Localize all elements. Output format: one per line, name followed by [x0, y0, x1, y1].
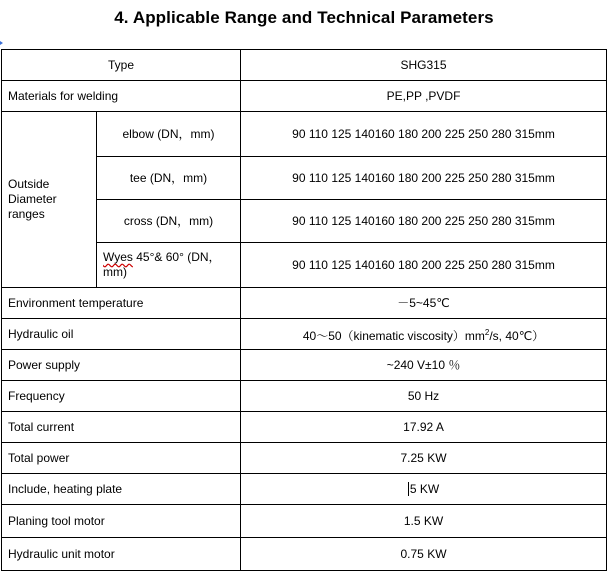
margin-marker-icon: [0, 39, 3, 47]
table-row-heating-plate: [2, 474, 607, 505]
power-supply-value: ~240 V±10 ％: [241, 350, 607, 381]
planing-tool-motor-value: 1.5 KW: [241, 505, 607, 538]
heating-plate-value[interactable]: [241, 474, 607, 505]
type-label: Type: [2, 50, 241, 81]
tee-value: 90 110 125 140160 180 200 225 250 280 315mm: [241, 157, 607, 200]
cross-label: cross (DN，mm): [97, 200, 241, 243]
hydraulic-oil-value-main: 40～50（kinematic viscosity）mm: [302, 328, 485, 343]
wyes-value: 90 110 125 140160 180 200 225 250 280 315mm: [241, 243, 607, 288]
text-cursor: [408, 482, 409, 496]
power-supply-label: Power supply: [2, 350, 241, 381]
environment-temperature-label: Environment temperature: [2, 288, 241, 319]
elbow-value: 90 110 125 140160 180 200 225 250 280 315mm: [241, 112, 607, 157]
hydraulic-unit-motor-label: Hydraulic unit motor: [2, 538, 241, 571]
type-value: SHG315: [241, 50, 607, 81]
total-power-label: Total power: [2, 443, 241, 474]
total-current-label: Total current: [2, 412, 241, 443]
table-row-total-current: [2, 412, 607, 443]
table-row-type: [2, 50, 607, 81]
table-row-total-power: [2, 443, 607, 474]
table-row-planing-tool-motor: [2, 505, 607, 538]
elbow-label: elbow (DN，mm): [97, 112, 241, 157]
heating-plate-value-text: 5 KW: [409, 481, 440, 496]
wyes-label-word: Wyes: [103, 250, 133, 264]
wyes-label-rest: 45°& 60° (DN，: [132, 250, 221, 264]
outside-diameter-label: [2, 112, 97, 288]
table-row-materials: [2, 81, 607, 112]
planing-tool-motor-label: Planing tool motor: [2, 505, 241, 538]
outside-diameter-line1: Outside: [8, 177, 50, 191]
parameters-table: [1, 49, 607, 571]
tee-label: tee (DN，mm): [97, 157, 241, 200]
materials-label: Materials for welding: [2, 81, 241, 112]
table-row-power-supply: [2, 350, 607, 381]
hydraulic-oil-value-unit: /s, 40℃）: [489, 328, 545, 343]
table-row-environment-temperature: [2, 288, 607, 319]
frequency-label: Frequency: [2, 381, 241, 412]
total-power-value: 7.25 KW: [241, 443, 607, 474]
table-row-elbow: [2, 112, 607, 157]
frequency-value: 50 Hz: [241, 381, 607, 412]
materials-value: PE,PP ,PVDF: [241, 81, 607, 112]
outside-diameter-line2: Diameter: [8, 192, 57, 206]
outside-diameter-line3: ranges: [8, 207, 45, 221]
wyes-label-line2: mm): [103, 265, 127, 279]
table-row-frequency: [2, 381, 607, 412]
total-current-value: 17.92 A: [241, 412, 607, 443]
wyes-label: [97, 243, 241, 288]
cross-value: 90 110 125 140160 180 200 225 250 280 315mm: [241, 200, 607, 243]
hydraulic-oil-value: [241, 319, 607, 350]
hydraulic-oil-label: Hydraulic oil: [2, 319, 241, 350]
hydraulic-oil-value-sup: 2: [484, 327, 490, 337]
hydraulic-unit-motor-value: 0.75 KW: [241, 538, 607, 571]
table-row-hydraulic-oil: [2, 319, 607, 350]
heating-plate-label: Include, heating plate: [2, 474, 241, 505]
table-row-hydraulic-unit-motor: [2, 538, 607, 571]
environment-temperature-value: －5~45℃: [241, 288, 607, 319]
document-title: 4. Applicable Range and Technical Parameters: [114, 8, 494, 27]
